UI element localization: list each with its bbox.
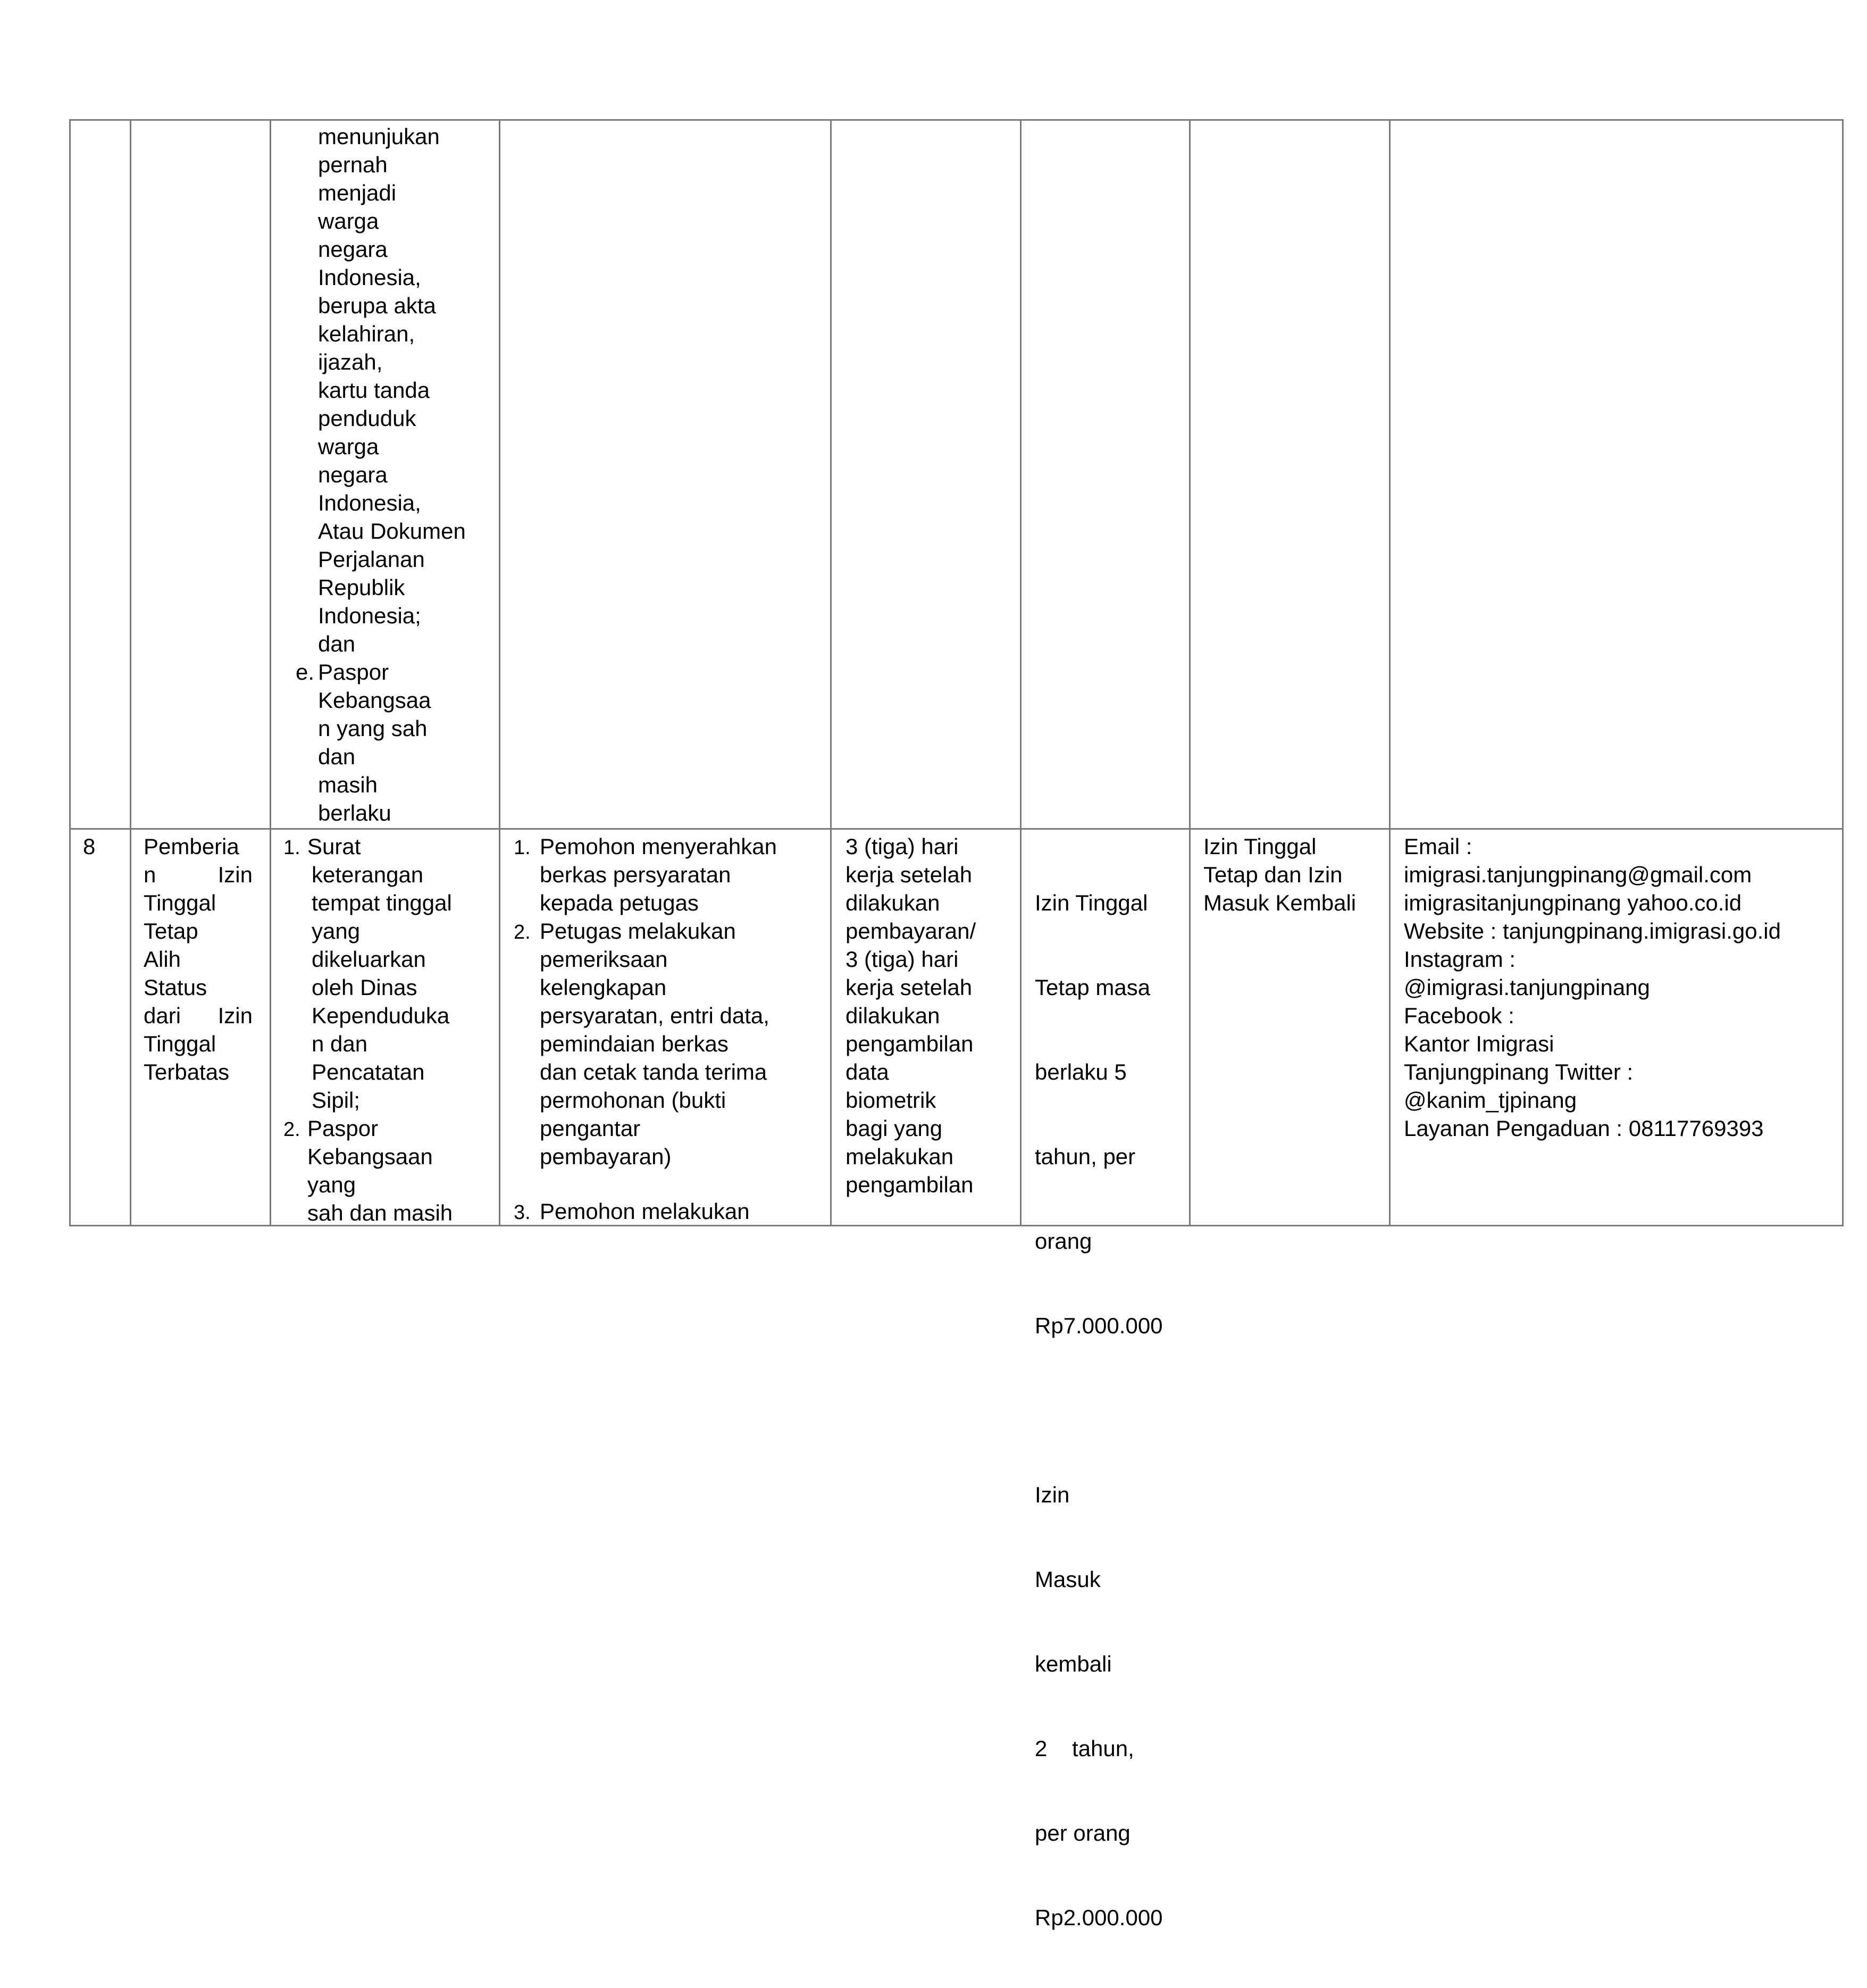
waktu-line: dilakukan [845, 890, 940, 915]
persyaratan-line: tempat tinggal [312, 890, 452, 915]
waktu-line: dilakukan [845, 1003, 940, 1028]
jenis-layanan-cell [144, 832, 253, 1086]
cont-line: menunjukan [318, 124, 440, 149]
prosedur-item-1-marker: 1. [514, 837, 531, 859]
col-border-8 [1842, 119, 1844, 1226]
jenis-line: Pemberia [144, 834, 239, 859]
biaya-cell [1035, 832, 1163, 1988]
cont-line: Indonesia, [318, 265, 421, 290]
kontak-pengaduan-line: Layanan Pengaduan : 08117769393 [1404, 1116, 1764, 1141]
jenis-line: Tetap [144, 918, 198, 943]
col-border-7 [1389, 119, 1391, 1226]
persyaratan-item-2 [307, 1114, 453, 1227]
jenis-line: Terbatas [144, 1059, 230, 1084]
persyaratan-item-1-marker: 1. [283, 837, 300, 859]
biaya-line: Izin Tinggal [1035, 890, 1148, 915]
persyaratan-line: oleh Dinas [312, 975, 417, 1000]
cont-item-e-line: Paspor [318, 659, 389, 684]
produk-line: Izin Tinggal [1203, 834, 1317, 859]
kontak-line: Facebook : [1404, 1003, 1514, 1028]
cont-item-e-line: Kebangsaa [318, 688, 431, 713]
jenis-line: Tinggal [144, 1031, 216, 1056]
persyaratan-line: Pencatatan [312, 1059, 425, 1084]
cont-line: menjadi [318, 180, 397, 205]
cont-item-e [318, 658, 431, 827]
waktu-line: bagi yang [845, 1116, 943, 1141]
cont-item-e-line: dan [318, 744, 356, 769]
col-border-4 [830, 119, 832, 1226]
persyaratan-line: n dan [312, 1031, 368, 1056]
prosedur-line: berkas persyaratan [540, 862, 731, 887]
col-border-6 [1189, 119, 1191, 1226]
waktu-line: biometrik [845, 1088, 936, 1113]
prosedur-item-3 [540, 1197, 750, 1225]
row-number: 8 [83, 834, 96, 859]
cont-line: penduduk [318, 406, 416, 431]
biaya-line: tahun, per [1035, 1144, 1136, 1169]
biaya-line: Izin [1035, 1482, 1070, 1507]
kontak-twitter-label-line: Tanjungpinang Twitter : [1404, 1059, 1634, 1084]
jenis-line: dari Izin [144, 1003, 253, 1028]
prosedur-line: Pemohon melakukan [540, 1199, 750, 1224]
biaya-line: berlaku 5 [1035, 1059, 1127, 1084]
kontak-line: Email : [1404, 834, 1472, 859]
cont-line: Atau Dokumen [318, 519, 466, 544]
waktu-line: 3 (tiga) hari [845, 834, 959, 859]
biaya-line [1035, 1396, 1163, 1424]
biaya-line: Rp2.000.000 [1035, 1905, 1163, 1930]
cont-item-e-marker: e. [296, 659, 315, 684]
col-border-2 [270, 119, 271, 1226]
persyaratan-line: sah dan masih [307, 1200, 453, 1225]
kontak-email-line: imigrasi.tanjungpinang@gmail.com [1404, 862, 1752, 887]
prosedur-line: kelengkapan [540, 975, 667, 1000]
waktu-line: pengambilan [845, 1031, 974, 1056]
biaya-line: Tetap masa [1035, 975, 1151, 1000]
persyaratan-line: yang [307, 1172, 356, 1197]
kontak-line: Instagram : [1404, 947, 1516, 972]
prosedur-line: persyaratan, entri data, [540, 1003, 769, 1028]
waktu-line: pembayaran/ [845, 918, 976, 943]
row-divider [69, 828, 1844, 830]
persyaratan-item-2-marker: 2. [283, 1118, 300, 1141]
cont-line: kartu tanda [318, 378, 430, 403]
waktu-line: kerja setelah [845, 862, 973, 887]
prosedur-line: permohonan (bukti [540, 1088, 726, 1113]
kontak-website-line: Website : tanjungpinang.imigrasi.go.id [1404, 918, 1781, 943]
persyaratan-line: Paspor [307, 1116, 379, 1141]
prosedur-item-3-marker: 3. [514, 1201, 531, 1224]
biaya-line: Rp7.000.000 [1035, 1313, 1163, 1338]
biaya-line: kembali [1035, 1651, 1112, 1676]
prosedur-item-2-marker: 2. [514, 921, 531, 943]
jenis-line: Alih [144, 947, 181, 972]
waktu-line: kerja setelah [845, 975, 973, 1000]
cont-line: negara [318, 462, 388, 487]
col-border-5 [1020, 119, 1022, 1226]
produk-line: Masuk Kembali [1203, 890, 1357, 915]
waktu-line: melakukan [845, 1144, 954, 1169]
persyaratan-item-1 [307, 832, 452, 1114]
kontak-email-line: imigrasitanjungpinang yahoo.co.id [1404, 890, 1742, 915]
jenis-line: n Izin [144, 862, 253, 887]
kontak-cell [1404, 832, 1781, 1142]
cont-item-e-line: n yang sah [318, 716, 428, 741]
cont-line: warga [318, 434, 379, 459]
persyaratan-line: Kependuduka [312, 1003, 450, 1028]
waktu-line: data [845, 1059, 889, 1084]
produk-line: Tetap dan Izin [1203, 862, 1343, 887]
biaya-line: 2 tahun, [1035, 1736, 1134, 1761]
prosedur-item-2 [540, 917, 769, 1171]
persyaratan-line: Surat [307, 834, 361, 859]
biaya-line: Masuk [1035, 1567, 1101, 1592]
cont-line: Republik [318, 575, 405, 600]
cont-item-e-line: berlaku [318, 800, 391, 825]
prosedur-line: Petugas melakukan [540, 918, 736, 943]
col-border-3 [499, 119, 500, 1226]
kontak-facebook-line: Kantor Imigrasi [1404, 1031, 1554, 1056]
cont-line: Perjalanan [318, 547, 425, 572]
waktu-line: 3 (tiga) hari [845, 947, 959, 972]
prosedur-item-1 [540, 832, 777, 917]
cont-line: warga [318, 208, 379, 233]
persyaratan-line: keterangan [312, 862, 424, 887]
cont-item-e-line: masih [318, 772, 378, 797]
prosedur-line: pembayaran) [540, 1144, 672, 1169]
persyaratan-line: dikeluarkan [312, 947, 426, 972]
biaya-line: orang [1035, 1229, 1092, 1254]
cont-line: ijazah, [318, 349, 383, 374]
cont-persyaratan-cell [318, 122, 466, 658]
persyaratan-line: Sipil; [312, 1088, 361, 1113]
col-border-1 [130, 119, 131, 1226]
cont-line: kelahiran, [318, 321, 415, 346]
prosedur-line: dan cetak tanda terima [540, 1059, 767, 1084]
jenis-line: Tinggal [144, 890, 216, 915]
cont-line: Indonesia, [318, 490, 421, 515]
prosedur-line: kepada petugas [540, 890, 699, 915]
biaya-line: per orang [1035, 1820, 1131, 1845]
cont-line: Indonesia; [318, 603, 421, 628]
prosedur-line: pemeriksaan [540, 947, 668, 972]
cont-line: negara [318, 237, 388, 262]
kontak-twitter-line: @kanim_tjpinang [1404, 1088, 1577, 1113]
persyaratan-line: Kebangsaan [307, 1144, 433, 1169]
cont-line: pernah [318, 152, 388, 177]
waktu-line: pengambilan [845, 1172, 974, 1197]
kontak-instagram-line: @imigrasi.tanjungpinang [1404, 975, 1650, 1000]
table-top-border [69, 119, 1844, 121]
cont-line: berupa akta [318, 293, 436, 318]
prosedur-line: Pemohon menyerahkan [540, 834, 777, 859]
prosedur-line: pengantar [540, 1116, 641, 1141]
jenis-line: Status [144, 975, 207, 1000]
waktu-cell [845, 832, 976, 1199]
col-border-0 [69, 119, 71, 1226]
persyaratan-line: yang [312, 918, 361, 943]
produk-cell [1203, 832, 1356, 917]
cont-line: dan [318, 631, 356, 656]
prosedur-line: pemindaian berkas [540, 1031, 729, 1056]
